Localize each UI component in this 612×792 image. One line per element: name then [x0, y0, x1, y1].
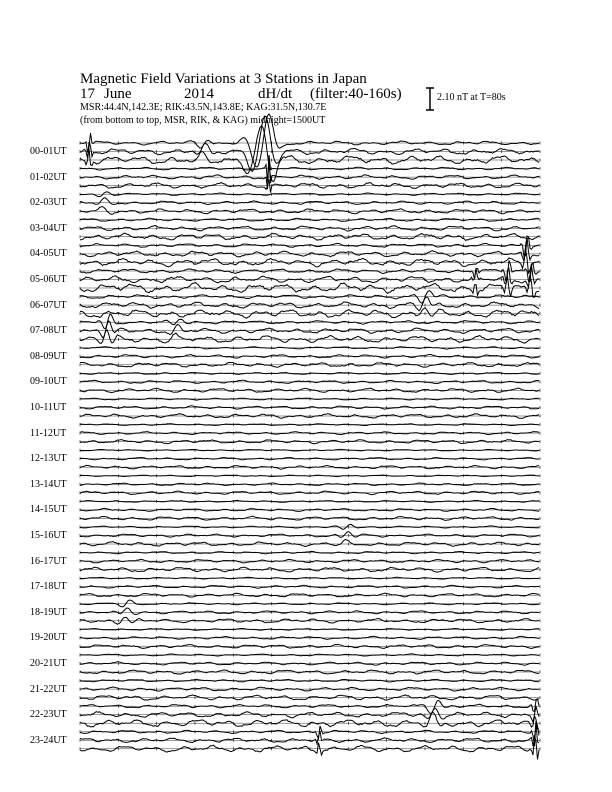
- hour-label: 00-01UT: [30, 146, 67, 157]
- trace-kag: [80, 308, 539, 319]
- hour-label: 03-04UT: [30, 222, 67, 234]
- trace-rik: [80, 198, 539, 205]
- scale-bar: [426, 88, 434, 110]
- order-info: (from bottom to top, MSR, RIK, & KAG) midnight=1500UT: [80, 115, 326, 126]
- hour-label: 16-17UT: [30, 555, 67, 567]
- trace-rik: [80, 608, 539, 614]
- hour-label: 13-14UT: [30, 478, 67, 490]
- hour-label: 12-13UT: [30, 453, 67, 465]
- trace-rik: [80, 458, 539, 460]
- trace-rik: [80, 237, 539, 261]
- trace-msr: [80, 600, 539, 607]
- scale-label: 2.10 nT at T=80s: [437, 92, 506, 103]
- hour-label: 11-12UT: [30, 427, 67, 439]
- trace-rik: [80, 532, 539, 538]
- hour-label: 02-03UT: [30, 197, 67, 209]
- trace-rik: [80, 297, 539, 311]
- hour-label: 10-11UT: [30, 402, 67, 413]
- hour-label: 23-24UT: [30, 734, 67, 746]
- hour-label: 07-08UT: [30, 325, 67, 337]
- quantity-label: dH/dt: [258, 86, 293, 102]
- trace-rik: [80, 321, 539, 338]
- trace-rik: [80, 706, 539, 722]
- hour-label: 15-16UT: [30, 530, 67, 541]
- trace-msr: [80, 314, 539, 328]
- hour-label: 08-09UT: [30, 350, 67, 362]
- trace-kag: [80, 179, 539, 193]
- hour-label: 20-21UT: [30, 658, 67, 669]
- trace-rik: [80, 722, 539, 746]
- hour-label: 05-06UT: [30, 274, 67, 285]
- hour-label: 14-15UT: [30, 504, 67, 516]
- filter-label: (filter:40-160s): [310, 86, 402, 102]
- trace-msr: [80, 475, 539, 477]
- hour-label: 04-05UT: [30, 248, 67, 260]
- hour-label: 06-07UT: [30, 299, 67, 311]
- trace-rik: [80, 265, 539, 287]
- hour-label: 22-23UT: [30, 709, 67, 721]
- hour-label: 09-10UT: [30, 376, 67, 388]
- hour-label: 01-02UT: [30, 171, 67, 183]
- hour-label: 19-20UT: [30, 632, 67, 644]
- hour-label: 17-18UT: [30, 581, 67, 593]
- date-day: 17: [80, 86, 95, 102]
- hour-label: 18-19UT: [30, 606, 67, 618]
- chart-title: Magnetic Field Variations at 3 Stations in Japan: [80, 71, 367, 87]
- date-year: 2014: [184, 86, 214, 102]
- stations-info: MSR:44.4N,142.3E; RIK:43.5N,143.8E; KAG:31.5N,130.7E: [80, 102, 327, 113]
- date-month: June: [104, 86, 132, 102]
- trace-msr: [80, 577, 539, 579]
- trace-kag: [80, 539, 539, 546]
- trace-kag: [80, 275, 539, 298]
- traces: [80, 114, 540, 759]
- hour-label: 21-22UT: [30, 683, 67, 695]
- trace-kag: [80, 207, 539, 215]
- trace-msr: [80, 500, 539, 502]
